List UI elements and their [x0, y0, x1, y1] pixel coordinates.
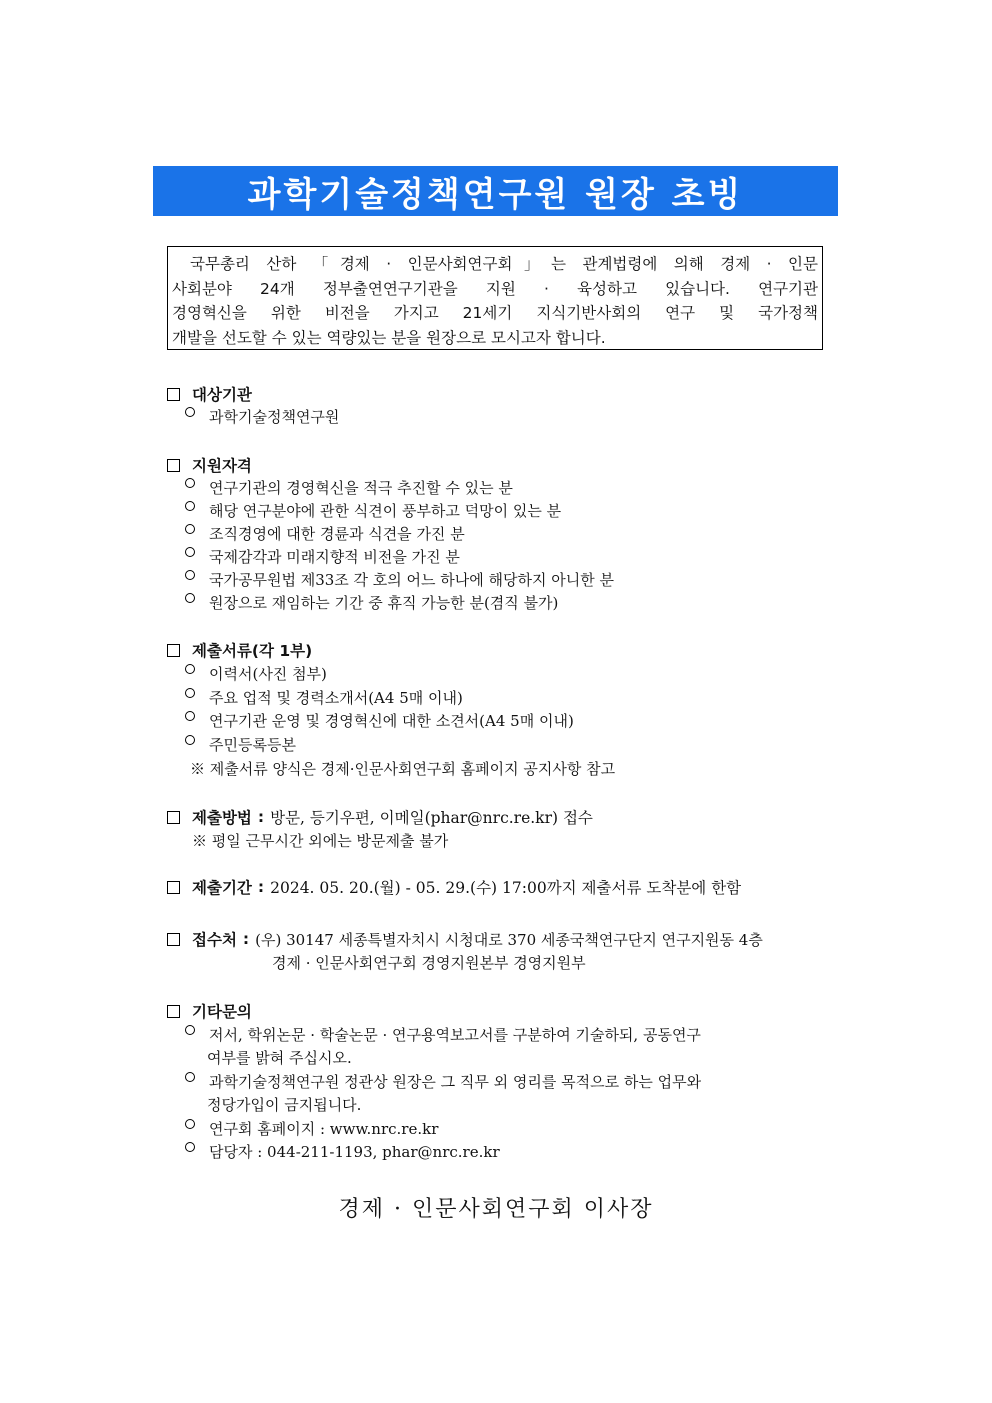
list-item-text: 연구회 홈페이지 : www.nrc.re.kr — [209, 1120, 439, 1138]
circle-bullet-icon — [185, 688, 195, 698]
intro-box — [167, 246, 823, 350]
list-item — [167, 734, 296, 755]
section-heading-label: 제출서류(각 1부) — [192, 642, 313, 660]
list-item-text: 국제감각과 미래지향적 비전을 가진 분 — [209, 548, 460, 566]
section-heading-label: 제출방법 — [192, 809, 252, 827]
checkbox-square-icon — [167, 388, 180, 401]
circle-bullet-icon — [185, 524, 195, 534]
list-item-text: 해당 연구분야에 관한 식견이 풍부하고 덕망이 있는 분 — [209, 502, 562, 520]
list-item-text: 주민등록등본 — [209, 736, 296, 754]
checkbox-square-icon — [167, 459, 180, 472]
list-item — [167, 592, 558, 613]
list-item-text: 원장으로 재임하는 기간 중 휴직 가능한 분(겸직 불가) — [209, 594, 559, 612]
section-documents-heading — [167, 639, 312, 661]
section-method-heading: 제출방법 : 방문, 등기우편, 이메일(phar@nrc.re.kr) 접수 — [167, 806, 593, 828]
method-note: ※ 평일 근무시간 외에는 방문제출 불가 — [192, 832, 449, 850]
intro-line: 경영혁신을 위한 비전을 가지고 21세기 지식기반사회의 연구 및 국가정책 — [172, 304, 818, 322]
circle-bullet-icon — [185, 1142, 195, 1152]
checkbox-square-icon — [167, 881, 180, 894]
list-item — [167, 406, 339, 427]
section-heading-label: 대상기관 — [192, 386, 252, 404]
list-item — [167, 523, 465, 544]
section-period-heading: 제출기간 : 2024. 05. 20.(월) - 05. 29.(수) 17:00까지 제출서류 도착분에 한함 — [167, 876, 741, 898]
list-item — [167, 710, 574, 731]
circle-bullet-icon — [185, 711, 195, 721]
list-item-text: 과학기술정책연구원 — [209, 408, 340, 426]
section-heading-label: 접수처 — [192, 931, 237, 949]
intro-line: 사회분야 24개 정부출연연구기관을 지원 · 육성하고 있습니다. 연구기관 — [172, 279, 818, 298]
list-item — [167, 1141, 500, 1162]
intro-line: 개발을 선도할 수 있는 역량있는 분을 원장으로 모시고자 합니다. — [172, 328, 606, 347]
list-item-continuation: 여부를 밝혀 주십시오. — [207, 1049, 352, 1067]
list-item — [167, 1118, 438, 1139]
section-receipt-heading: 접수처 : (우) 30147 세종특별자치시 시청대로 370 세종국책연구단지 연구지원동 4층 — [167, 928, 763, 950]
section-heading-label: 기타문의 — [192, 1003, 252, 1021]
list-item-text: 연구기관의 경영혁신을 적극 추진할 수 있는 분 — [209, 479, 513, 497]
checkbox-square-icon — [167, 933, 180, 946]
list-item-text: 주요 업적 및 경력소개서(A4 5매 이내) — [209, 689, 463, 707]
intro-line: 국무총리 산하 「경제 · 인문사회연구회」는 관계법령에 의해 경제 · 인문 — [190, 255, 818, 273]
circle-bullet-icon — [185, 1119, 195, 1129]
list-item — [167, 663, 327, 684]
list-item — [167, 1024, 701, 1045]
receipt-value: (우) 30147 세종특별자치시 시청대로 370 세종국책연구단지 연구지원동 4층 — [255, 930, 763, 949]
list-item-text: 담당자 : 044-211-1193, phar@nrc.re.kr — [209, 1143, 500, 1161]
page-title: 과학기술정책연구원 원장 초빙 — [153, 166, 838, 216]
circle-bullet-icon — [185, 664, 195, 674]
signature: 경제 · 인문사회연구회 이사장 — [338, 1197, 654, 1222]
circle-bullet-icon — [185, 735, 195, 745]
section-heading-label: 지원자격 — [192, 457, 252, 475]
method-value: 방문, 등기우편, 이메일(phar@nrc.re.kr) 접수 — [270, 809, 593, 827]
list-item — [167, 477, 513, 498]
list-item — [167, 546, 460, 567]
list-item-text: 이력서(사진 첨부) — [209, 665, 327, 683]
section-qualification-heading — [167, 454, 252, 476]
section-target-heading — [167, 383, 252, 405]
circle-bullet-icon — [185, 570, 195, 580]
period-value: 2024. 05. 20.(월) - 05. 29.(수) 17:00까지 제출서류 도착분에 한함 — [270, 879, 742, 897]
circle-bullet-icon — [185, 501, 195, 511]
circle-bullet-icon — [185, 407, 195, 417]
documents-note: ※ 제출서류 양식은 경제·인문사회연구회 홈페이지 공지사항 참고 — [190, 760, 616, 778]
receipt-value-line2: 경제 · 인문사회연구회 경영지원본부 경영지원부 — [272, 954, 586, 972]
list-item-text: 저서, 학위논문 · 학술논문 · 연구용역보고서를 구분하여 기술하되, 공동연구 — [209, 1026, 701, 1044]
list-item-text: 연구기관 운영 및 경영혁신에 대한 소견서(A4 5매 이내) — [209, 712, 574, 730]
checkbox-square-icon — [167, 644, 180, 657]
list-item — [167, 500, 561, 521]
circle-bullet-icon — [185, 593, 195, 603]
section-inquiry-heading — [167, 1000, 252, 1022]
list-item — [167, 569, 614, 590]
circle-bullet-icon — [185, 1072, 195, 1082]
list-item-continuation: 정당가입이 금지됩니다. — [207, 1096, 362, 1114]
list-item — [167, 1071, 701, 1092]
list-item-text: 국가공무원법 제33조 각 호의 어느 하나에 해당하지 아니한 분 — [209, 571, 614, 589]
checkbox-square-icon — [167, 811, 180, 824]
list-item-text: 조직경영에 대한 경륜과 식견을 가진 분 — [209, 525, 465, 543]
list-item-text: 과학기술정책연구원 정관상 원장은 그 직무 외 영리를 목적으로 하는 업무와 — [209, 1073, 702, 1091]
list-item — [167, 687, 463, 708]
section-heading-label: 제출기간 — [192, 879, 252, 897]
circle-bullet-icon — [185, 1025, 195, 1035]
checkbox-square-icon — [167, 1005, 180, 1018]
circle-bullet-icon — [185, 478, 195, 488]
circle-bullet-icon — [185, 547, 195, 557]
